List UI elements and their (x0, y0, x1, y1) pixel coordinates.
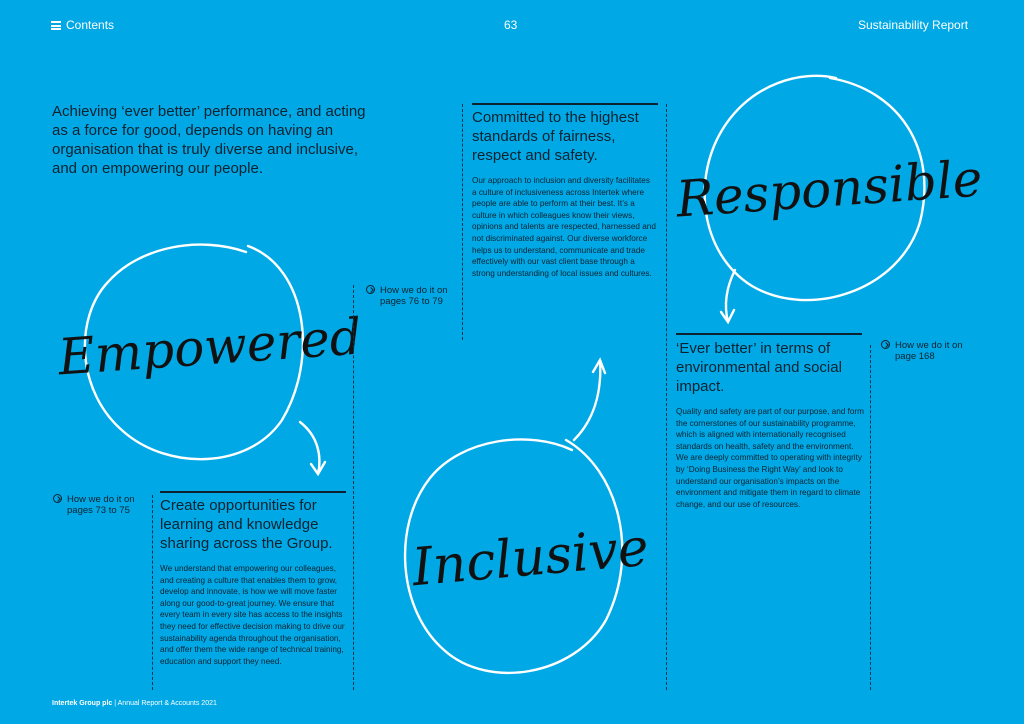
arrow-circle-icon (366, 285, 375, 294)
empowered-link[interactable] (53, 494, 147, 516)
word-empowered: Empowered (56, 307, 364, 387)
column-divider (870, 345, 871, 690)
inclusive-heading: Committed to the highest standards of fairness, respect and safety. (472, 109, 639, 164)
empowered-link-label: How we do it on pages 73 to 75 (67, 494, 135, 516)
page-number: 63 (504, 18, 518, 32)
empowered-heading: Create opportunities for learning and knowledge sharing across the Group. (160, 497, 333, 552)
inclusive-body: Our approach to inclusion and diversity facilitates a culture of inclusiveness across Intertek where people are able to perform at their best. It’s a culture in which colleagues know their views, opinions and talents are respected, harnessed and not discriminated against. Our diverse workforce helps us to understand, communicate and trade effectively with our vast client base through a strong understanding of local issues and cultures. (472, 176, 656, 278)
arrow-circle-icon (53, 494, 62, 503)
empowered-arrow (300, 422, 325, 474)
responsible-arrow (721, 270, 735, 322)
inclusive-link[interactable] (366, 285, 456, 307)
responsible-body: Quality and safety are part of our purpose, and form the cornerstones of our sustainability programme, which is aligned with internationally recognised standards on health, safety and the environment. We are deeply committed to operating with integrity by ‘Doing Business the Right Way’ and look to understand our organisation’s impacts on the environment and mitigate them in regard to climate change, and our use of resources. (676, 407, 864, 509)
heading-rule (160, 491, 346, 493)
contents-link[interactable]: Contents (66, 18, 115, 32)
footer-company: Intertek Group plc (52, 700, 113, 707)
responsible-link-label: How we do it on page 168 (895, 340, 963, 362)
section-title: Sustainability Report (858, 18, 969, 32)
inclusive-arrow (574, 360, 605, 440)
inclusive-link-label: How we do it on pages 76 to 79 (380, 285, 448, 307)
heading-rule (472, 103, 658, 105)
word-inclusive: Inclusive (409, 517, 651, 599)
column-divider (152, 495, 153, 690)
empowered-body: We understand that empowering our colleagues, and creating a culture that enables them to grow, develop and innovate, is how we will move faster along our good-to-great journey. We ensure that every team in every site has access to the insights they need for effective decision making to drive our sustainability agenda throughout the organisation, and offer them the wide range of technical training, education and support they need. (160, 564, 345, 666)
column-divider (462, 104, 463, 340)
responsible-link[interactable] (881, 340, 975, 362)
heading-rule (676, 333, 862, 335)
word-responsible: Responsible (674, 149, 985, 229)
footer (52, 700, 217, 707)
column-divider (353, 285, 354, 690)
responsible-heading: ‘Ever better’ in terms of environmental and social impact. (676, 340, 842, 395)
column-divider (666, 104, 667, 690)
footer-report: Annual Report & Accounts 2021 (117, 700, 217, 707)
arrow-circle-icon (881, 340, 890, 349)
intro-text: Achieving ‘ever better’ performance, and acting as a force for good, depends on having an organisation that is truly diverse and inclusive, and on empowering our people. (52, 103, 366, 177)
footer-separator: | (114, 700, 118, 707)
